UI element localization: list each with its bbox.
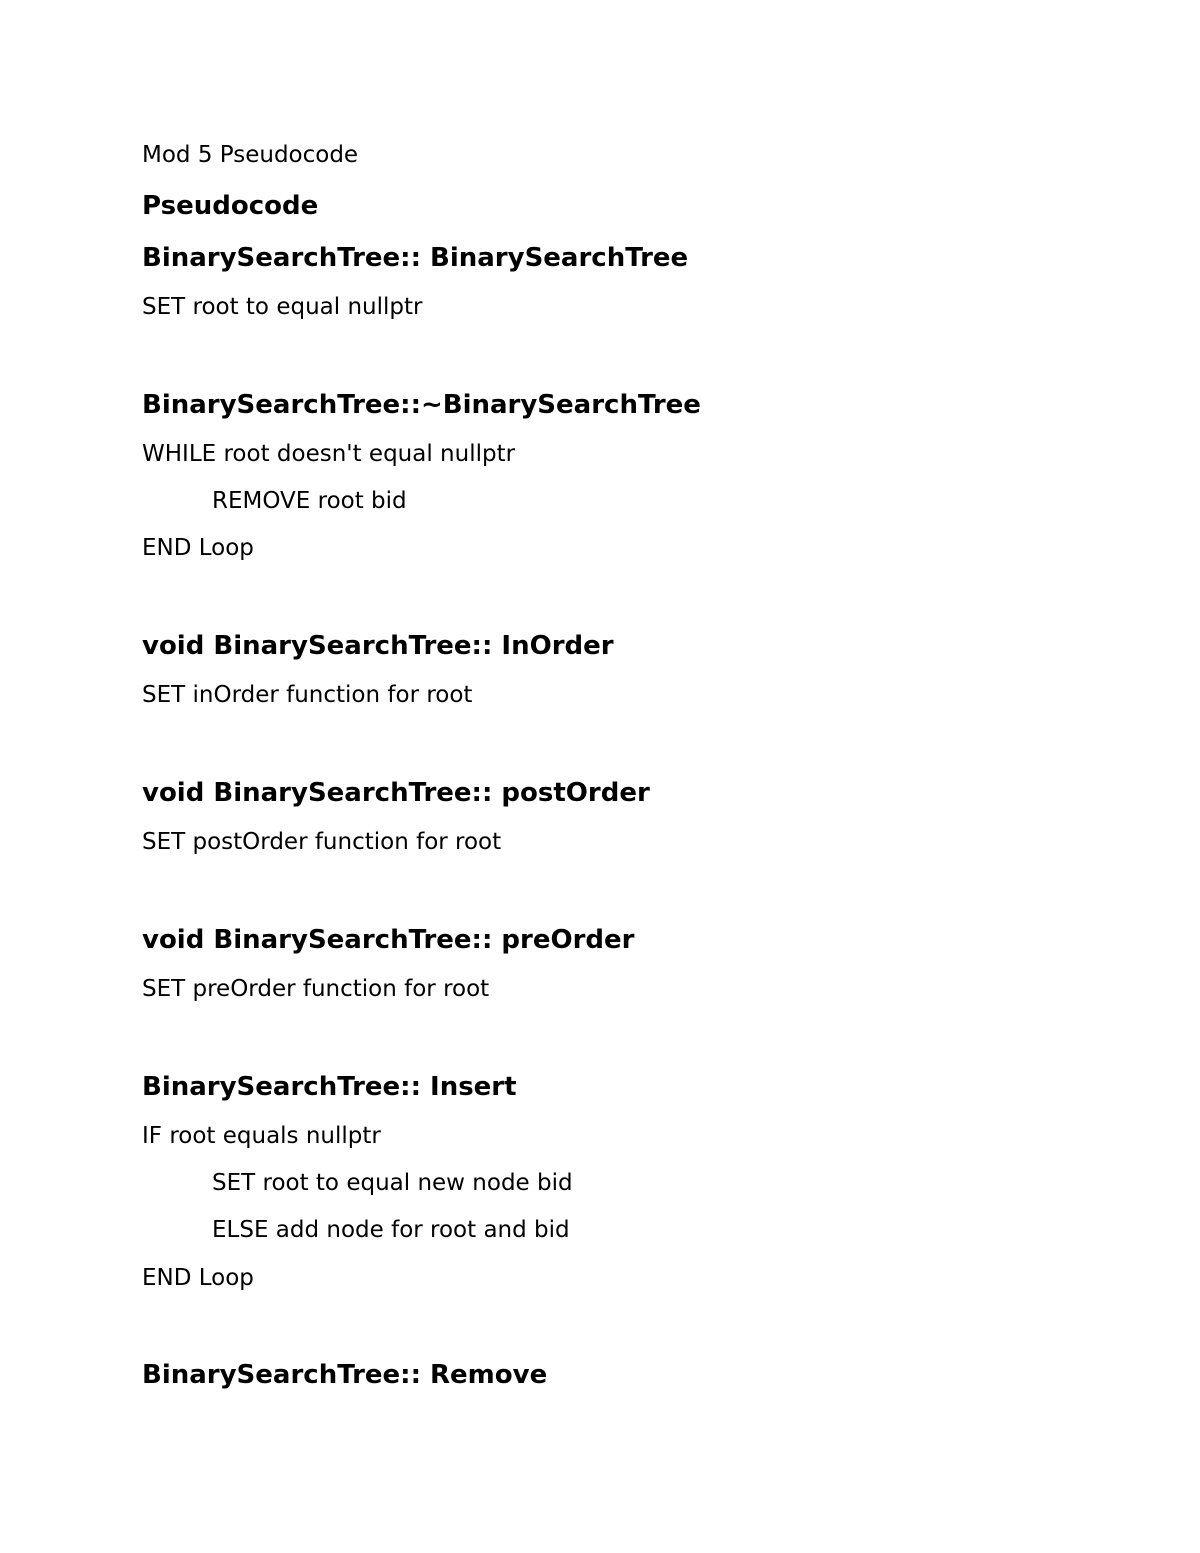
section-heading-postorder: void BinarySearchTree:: postOrder bbox=[142, 778, 650, 808]
pseudocode-line: IF root equals nullptr bbox=[142, 1123, 381, 1149]
document-label: Mod 5 Pseudocode bbox=[142, 142, 359, 168]
section-heading-insert: BinarySearchTree:: Insert bbox=[142, 1072, 517, 1102]
section-heading-inorder: void BinarySearchTree:: InOrder bbox=[142, 631, 614, 661]
document-title: Pseudocode bbox=[142, 191, 319, 221]
pseudocode-line: END Loop bbox=[142, 535, 254, 561]
pseudocode-line-indented: ELSE add node for root and bid bbox=[212, 1217, 570, 1243]
pseudocode-line: END Loop bbox=[142, 1265, 254, 1291]
pseudocode-line-indented: SET root to equal new node bid bbox=[212, 1170, 573, 1196]
pseudocode-line: WHILE root doesn't equal nullptr bbox=[142, 441, 516, 467]
pseudocode-line: SET postOrder function for root bbox=[142, 829, 502, 855]
section-heading-preorder: void BinarySearchTree:: preOrder bbox=[142, 925, 635, 955]
pseudocode-line: SET preOrder function for root bbox=[142, 976, 490, 1002]
section-heading-constructor: BinarySearchTree:: BinarySearchTree bbox=[142, 243, 689, 273]
pseudocode-line: SET root to equal nullptr bbox=[142, 294, 423, 320]
pseudocode-line: SET inOrder function for root bbox=[142, 682, 473, 708]
section-heading-destructor: BinarySearchTree::~BinarySearchTree bbox=[142, 390, 701, 420]
pseudocode-line-indented: REMOVE root bid bbox=[212, 488, 407, 514]
section-heading-remove: BinarySearchTree:: Remove bbox=[142, 1360, 548, 1390]
